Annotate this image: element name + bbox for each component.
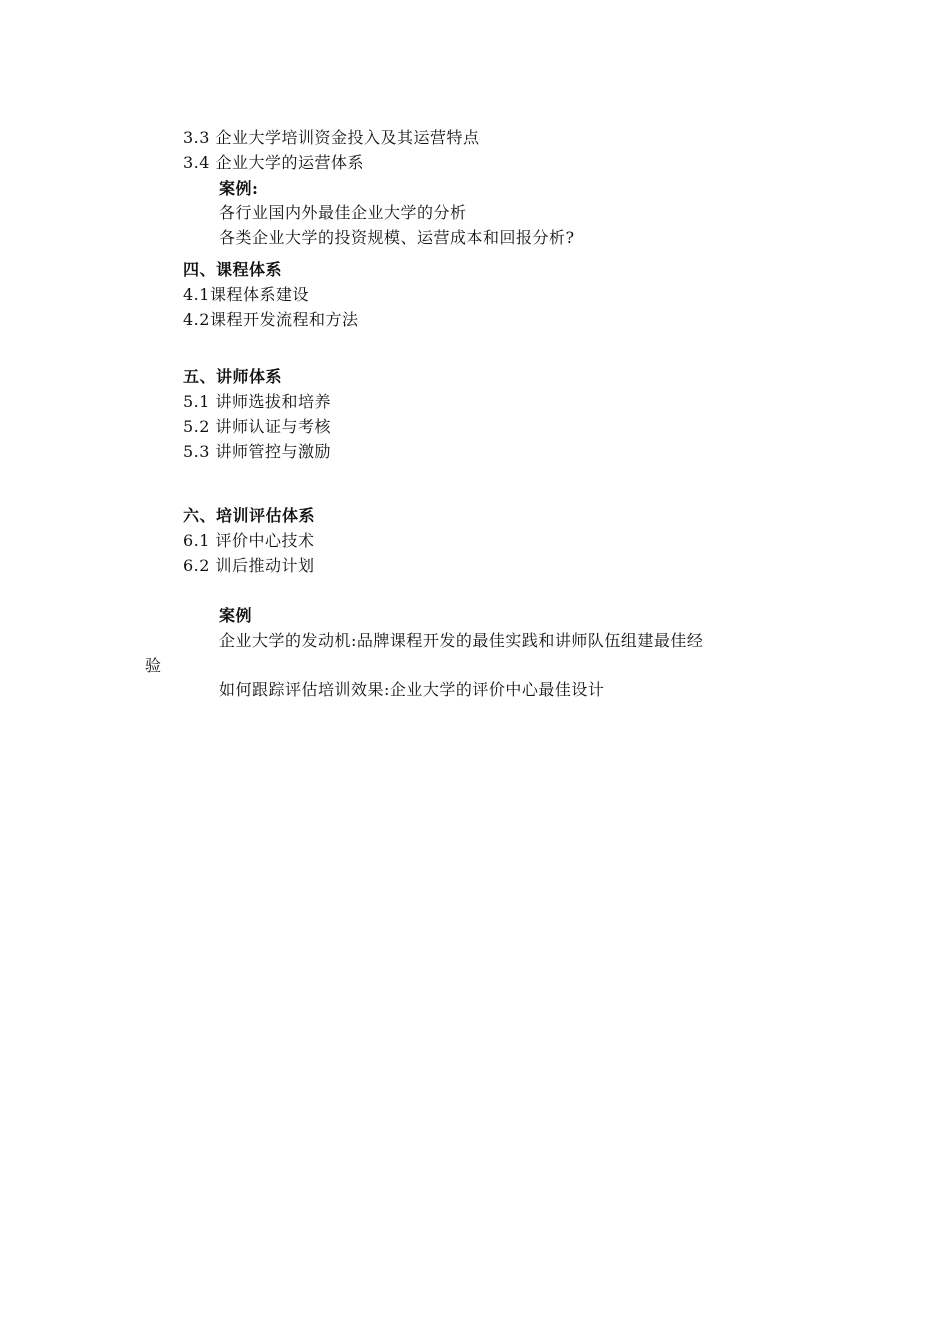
item-3-4: 3.4 企业大学的运营体系 [183,153,365,172]
case-heading-1: 案例: [219,179,259,198]
item-5-1: 5.1 讲师选拔和培养 [183,392,332,411]
item-6-2: 6.2 训后推动计划 [183,556,315,575]
item-6-1: 6.1 评价中心技术 [183,531,315,550]
case-item-2: 各类企业大学的投资规模、运营成本和回报分析? [219,228,575,247]
section-4-heading: 四、课程体系 [183,260,283,279]
item-4-1: 4.1课程体系建设 [183,285,309,304]
case-heading-2: 案例 [219,606,253,625]
item-5-3: 5.3 讲师管控与激励 [183,442,332,461]
section-5-heading: 五、讲师体系 [183,367,283,386]
case-item-1: 各行业国内外最佳企业大学的分析 [219,203,467,222]
item-4-2: 4.2课程开发流程和方法 [183,310,359,329]
item-3-3: 3.3 企业大学培训资金投入及其运营特点 [183,128,480,147]
section-6-heading: 六、培训评估体系 [183,506,316,525]
case-item-4: 如何跟踪评估培训效果:企业大学的评价中心最佳设计 [219,680,605,699]
case-item-3-wrap: 验 [145,656,162,675]
item-5-2: 5.2 讲师认证与考核 [183,417,332,436]
case-item-3: 企业大学的发动机:品牌课程开发的最佳实践和讲师队伍组建最佳经 [219,631,704,650]
